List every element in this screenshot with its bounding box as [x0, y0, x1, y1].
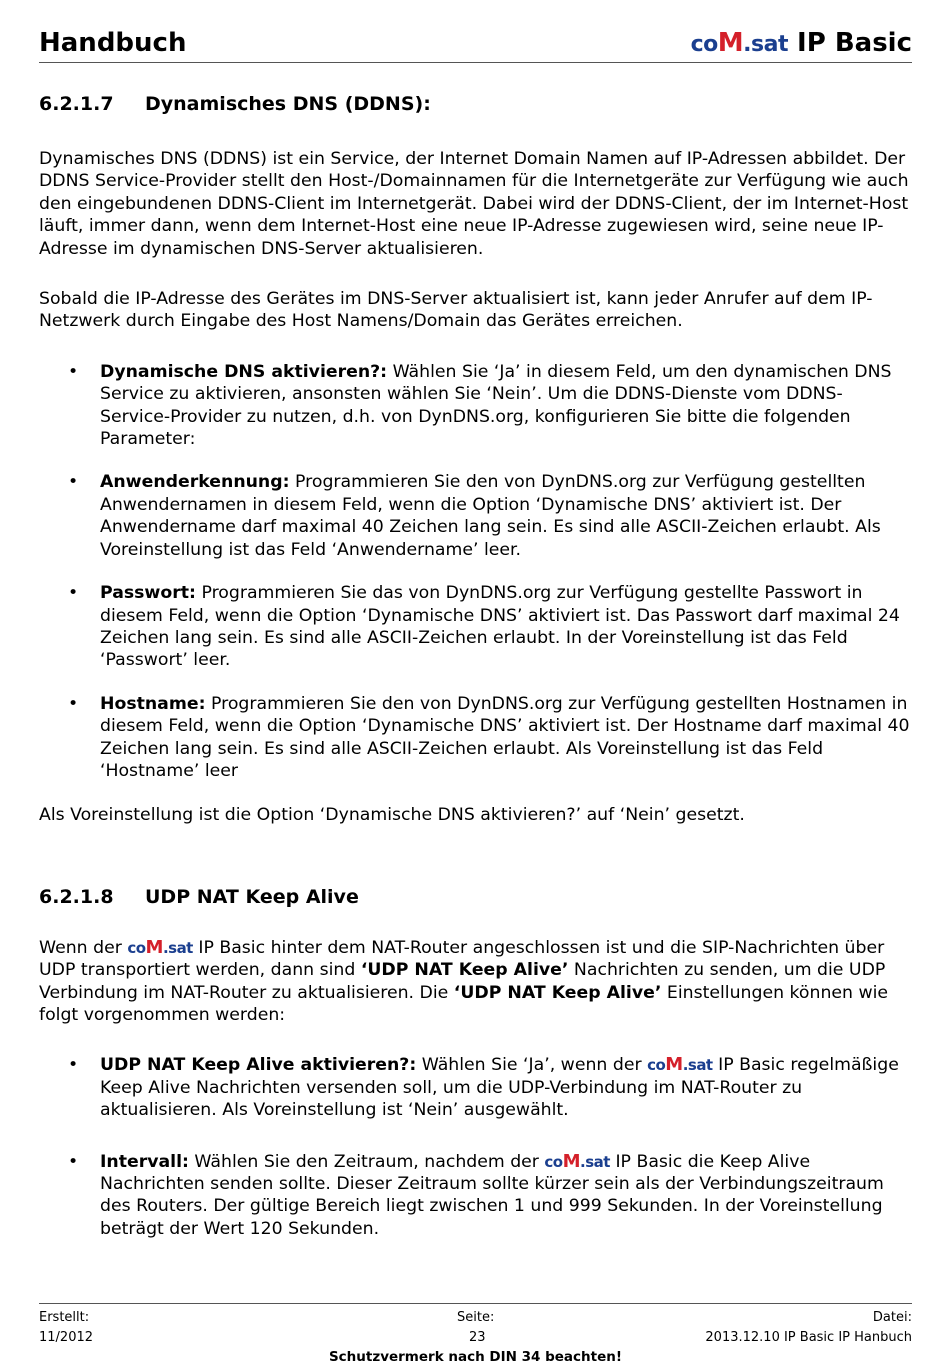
- comsat-logo: coM.sat: [544, 1150, 610, 1172]
- bullet-icon: •: [68, 693, 79, 714]
- footer-created-label: Erstellt:: [39, 1310, 90, 1325]
- footer-file-label: Datei:: [872, 1310, 912, 1325]
- footer-page-label: Seite:: [457, 1310, 495, 1325]
- list-item: • UDP NAT Keep Alive aktivieren?: Wählen Sie ‘Ja’, wenn der coM.sat IP Basic regelmäßige Keep Alive Nachrichten versenden soll, um die UDP-Verbindung im NAT-Router zu aktualisieren. Als Voreinstellung ist ‘Nein’ ausgewählt.: [68, 1054, 899, 1121]
- footer-page-number: 23: [469, 1330, 486, 1345]
- list-item: • Dynamische DNS aktivieren?: Wählen Sie ‘Ja’ in diesem Feld, um den dynamischen DNS Service zu aktivieren, ansonsten wählen Sie ‘Nein’. Um die DDNS-Dienste vom DDNS-Service-Provider zu nutzen, d.h. von DynDNS.org, konfigurieren Sie bitte die folgenden Parameter:: [68, 361, 892, 450]
- list-item: • Hostname: Programmieren Sie den von DynDNS.org zur Verfügung gestellten Hostnamen in diesem Feld, wenn die Option ‘Dynamische DNS’ aktiviert ist. Der Hostname darf maximal 40 Zeichen lang sein. Es sind alle ASCII-Zeichen erlaubt. Als Voreinstellung ist das Feld ‘Hostname’ leer: [68, 693, 910, 781]
- section-heading-ddns: 6.2.1.7 Dynamisches DNS (DDNS):: [39, 93, 431, 115]
- section-heading-udp-nat: 6.2.1.8 UDP NAT Keep Alive: [39, 885, 359, 908]
- list-item: • Intervall: Wählen Sie den Zeitraum, nachdem der coM.sat IP Basic die Keep Alive Nachrichten senden sollte. Dieser Zeitraum sollte kürzer sein als der Verbindungszeitraum des Routers. Der gültige Bereich liegt zwischen 1 und 999 Sekunden. In der Voreinstellung beträgt der Wert 120 Sekunden.: [68, 1150, 884, 1239]
- footer-created-value: 11/2012: [39, 1330, 94, 1345]
- header-title: Handbuch: [39, 28, 187, 58]
- page-content: [39, 90, 912, 1240]
- footer-protection-notice: Schutzvermerk nach DIN 34 beachten!: [328, 1349, 623, 1365]
- list-item: • Anwenderkennung: Programmieren Sie den von DynDNS.org zur Verfügung gestellten Anwendernamen in diesem Feld, wenn die Option ‘Dynamische DNS’ aktiviert ist. Der Anwendername darf maximal 40 Zeichen lang sein. Es sind alle ASCII-Zeichen erlaubt. Als Voreinstellung ist das Feld ‘Anwendername’ leer.: [68, 472, 881, 560]
- header-brand: [691, 28, 912, 58]
- bullet-icon: •: [68, 1055, 79, 1076]
- bullet-icon: •: [68, 1151, 79, 1172]
- footer-file-value: 2013.12.10 IP Basic IP Hanbuch: [705, 1330, 912, 1345]
- page-header: [39, 26, 912, 63]
- comsat-logo: coM.sat: [690, 28, 788, 58]
- header-product: IP Basic: [797, 28, 912, 58]
- bullet-icon: •: [68, 472, 79, 493]
- ddns-parameter-list: [39, 361, 912, 783]
- udp-nat-parameter-list: [39, 1054, 912, 1240]
- comsat-logo: coM.sat: [647, 1054, 713, 1076]
- ddns-paragraph-1: Dynamisches DNS (DDNS) ist ein Service, der Internet Domain Namen auf IP-Adressen abbildet. Der DDNS Service-Provider stellt den Host-/Domainnamen für die Internetgeräte zur Verfügung wie auch den eingebundenen DDNS-Client im Internetgerät. Dabei wird der DDNS-Client, der im Internet-Host läuft, immer dann, wenn dem Internet-Host eine neue IP-Adresse zugewiesen wird, seine neue IP-Adresse im dynamischen DNS-Server aktualisieren.: [39, 149, 909, 259]
- bullet-icon: •: [68, 361, 79, 382]
- bullet-icon: •: [68, 583, 79, 604]
- udp-nat-intro: Wenn der coM.sat IP Basic hinter dem NAT-Router angeschlossen ist und die SIP-Nachrichten über UDP transportiert werden, dann sind ‘UDP NAT Keep Alive’ Nachrichten zu senden, um die UDP Verbindung im NAT-Router zu aktualisieren. Die ‘UDP NAT Keep Alive’ Einstellungen können wie folgt vorgenommen werden:: [39, 936, 889, 1025]
- page-footer: [39, 1303, 912, 1363]
- comsat-logo: coM.sat: [127, 936, 193, 958]
- ddns-default-note: Als Voreinstellung ist die Option ‘Dynamische DNS aktivieren?’ auf ‘Nein’ gesetzt.: [39, 805, 745, 826]
- list-item: • Passwort: Programmieren Sie das von DynDNS.org zur Verfügung gestellte Passwort in diesem Feld, wenn die Option ‘Dynamische DNS’ aktiviert ist. Das Passwort darf maximal 24 Zeichen lang sein. Es sind alle ASCII-Zeichen erlaubt. In der Voreinstellung ist das Feld ‘Passwort’ leer.: [68, 583, 900, 671]
- ddns-paragraph-2: Sobald die IP-Adresse des Gerätes im DNS-Server aktualisiert ist, kann jeder Anrufer auf dem IP-Netzwerk durch Eingabe des Host Namens/Domain das Gerätes erreichen.: [39, 289, 873, 332]
